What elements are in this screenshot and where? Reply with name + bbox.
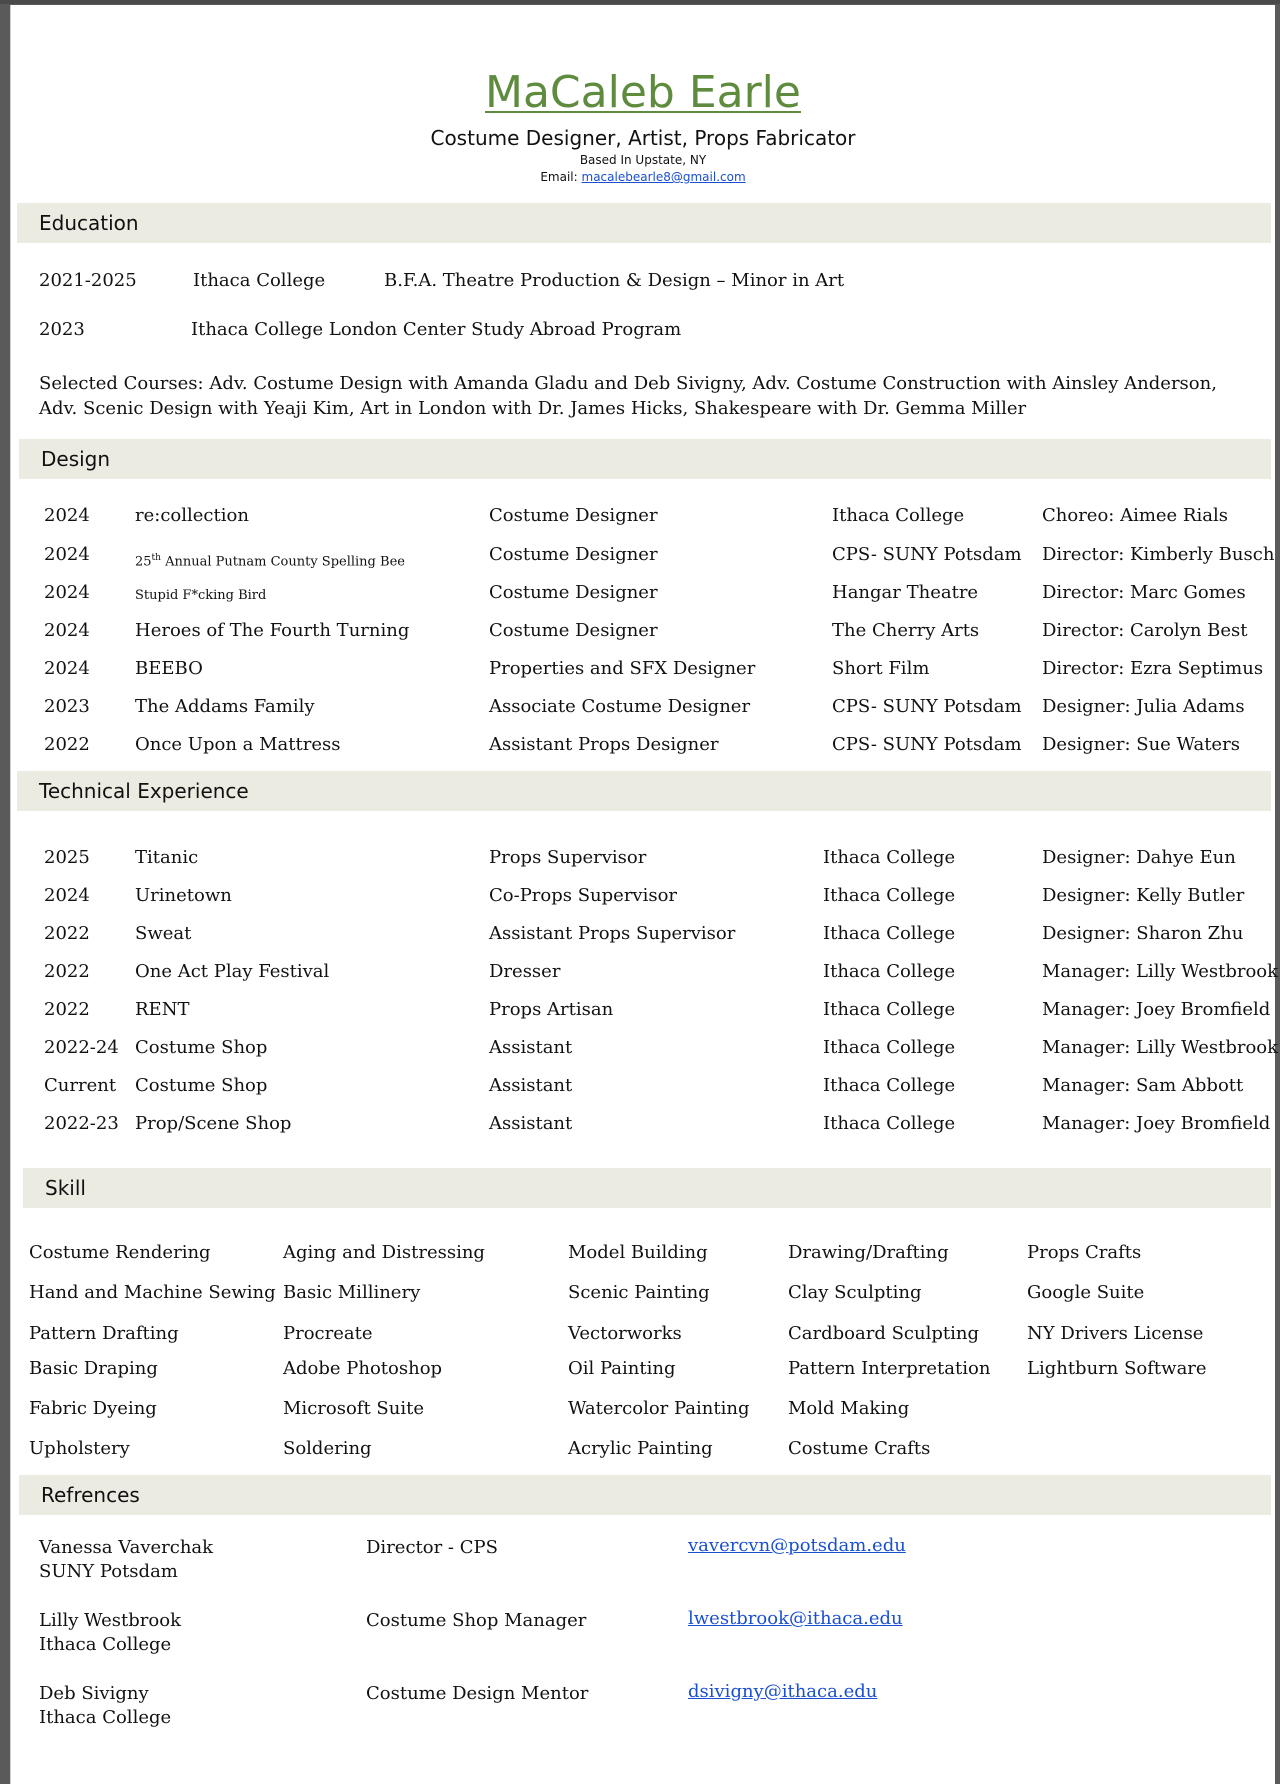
- design-contact: Designer: Sue Waters: [1042, 734, 1240, 755]
- design-venue: CPS- SUNY Potsdam: [832, 696, 1022, 717]
- tech-contact: Designer: Kelly Butler: [1042, 885, 1245, 906]
- skill-item: Oil Painting: [568, 1358, 676, 1379]
- viewer-top-border: [0, 0, 1280, 4]
- design-role: Assistant Props Designer: [489, 734, 719, 755]
- design-title: Stupid F*cking Bird: [135, 588, 267, 603]
- tech-venue: Ithaca College: [823, 1075, 956, 1096]
- design-role: Costume Designer: [489, 505, 658, 526]
- tech-venue: Ithaca College: [823, 999, 956, 1020]
- tech-venue: Ithaca College: [823, 961, 956, 982]
- design-contact: Director: Marc Gomes: [1042, 582, 1246, 603]
- location-text: Based In Upstate, NY: [579, 153, 707, 167]
- skill-item: Acrylic Painting: [568, 1438, 713, 1459]
- selected-courses: Selected Courses: Adv. Costume Design with Amanda Gladu and Deb Sivigny, Adv. Costume Construction with Ainsley Anderson, Adv. Scenic Design with Yeaji Kim, Art in London with Dr. James Hicks, Shakespeare with Dr. Gemma Miller: [39, 373, 1217, 419]
- design-year: 2022: [44, 734, 90, 755]
- design-role: Costume Designer: [489, 620, 658, 641]
- design-year: 2024: [44, 505, 90, 526]
- tech-role: Co-Props Supervisor: [489, 885, 678, 906]
- edu-degree: B.F.A. Theatre Production & Design – Minor in Art: [384, 270, 845, 291]
- design-contact: Choreo: Aimee Rials: [1042, 505, 1228, 526]
- tech-title: RENT: [135, 999, 190, 1020]
- tech-contact: Manager: Lilly Westbrook: [1042, 961, 1279, 982]
- reference-org: Ithaca College: [39, 1634, 172, 1655]
- tech-venue: Ithaca College: [823, 923, 956, 944]
- skill-item: Cardboard Sculpting: [788, 1323, 979, 1344]
- skill-item: Basic Draping: [29, 1358, 158, 1379]
- tech-title: Costume Shop: [135, 1037, 268, 1058]
- skill-item: NY Drivers License: [1027, 1323, 1204, 1344]
- tech-venue: Ithaca College: [823, 885, 956, 906]
- design-year: 2024: [44, 582, 90, 603]
- references-heading: Refrences: [19, 1475, 1271, 1515]
- design-year: 2024: [44, 620, 90, 641]
- design-venue: Ithaca College: [832, 505, 965, 526]
- technical-heading: Technical Experience: [17, 771, 1271, 811]
- reference-role: Costume Design Mentor: [366, 1683, 589, 1704]
- design-role: Costume Designer: [489, 582, 658, 603]
- tech-venue: Ithaca College: [823, 1113, 956, 1134]
- edu-school: Ithaca College: [193, 270, 326, 291]
- tech-role: Dresser: [489, 961, 561, 982]
- skill-item: Fabric Dyeing: [29, 1398, 157, 1419]
- skill-item: Costume Crafts: [788, 1438, 931, 1459]
- skill-item: Adobe Photoshop: [283, 1358, 443, 1379]
- tech-role: Assistant: [489, 1037, 573, 1058]
- design-title: BEEBO: [135, 658, 203, 679]
- skills-heading: Skill: [23, 1168, 1271, 1208]
- tech-title: Titanic: [135, 847, 199, 868]
- reference-role: Costume Shop Manager: [366, 1610, 587, 1631]
- resume-subtitle: Costume Designer, Artist, Props Fabricator: [430, 126, 856, 150]
- skill-item: Watercolor Painting: [568, 1398, 750, 1419]
- design-year: 2024: [44, 544, 90, 565]
- reference-org: Ithaca College: [39, 1707, 172, 1728]
- tech-role: Props Artisan: [489, 999, 614, 1020]
- skill-item: Google Suite: [1027, 1282, 1145, 1303]
- skill-item: Scenic Painting: [568, 1282, 710, 1303]
- tech-title: Costume Shop: [135, 1075, 268, 1096]
- reference-org: SUNY Potsdam: [39, 1561, 178, 1582]
- tech-venue: Ithaca College: [823, 1037, 956, 1058]
- skill-item: Upholstery: [29, 1438, 130, 1459]
- tech-title: Prop/Scene Shop: [135, 1113, 292, 1134]
- email-line: [11, 170, 1275, 185]
- tech-contact: Manager: Joey Bromfield: [1042, 1113, 1271, 1134]
- tech-role: Assistant: [489, 1113, 573, 1134]
- tech-year: Current: [44, 1075, 117, 1096]
- tech-role: Assistant Props Supervisor: [489, 923, 736, 944]
- skill-item: Mold Making: [788, 1398, 910, 1419]
- resume-page: [10, 5, 1279, 1784]
- design-role: Properties and SFX Designer: [489, 658, 756, 679]
- design-role: Associate Costume Designer: [489, 696, 751, 717]
- reference-name: Deb Sivigny: [39, 1683, 149, 1704]
- design-contact: Director: Carolyn Best: [1042, 620, 1248, 641]
- reference-role: Director - CPS: [366, 1537, 498, 1558]
- design-venue: CPS- SUNY Potsdam: [832, 734, 1022, 755]
- skill-item: Drawing/Drafting: [788, 1242, 949, 1263]
- skill-item: Costume Rendering: [29, 1242, 211, 1263]
- design-contact: Director: Kimberly Busch: [1042, 544, 1275, 565]
- design-venue: CPS- SUNY Potsdam: [832, 544, 1022, 565]
- skill-item: Pattern Drafting: [29, 1323, 179, 1344]
- design-title: 25th Annual Putnam County Spelling Bee: [135, 553, 405, 570]
- design-contact: Director: Ezra Septimus: [1042, 658, 1264, 679]
- design-title: Once Upon a Mattress: [135, 734, 341, 755]
- tech-contact: Manager: Sam Abbott: [1042, 1075, 1244, 1096]
- design-contact: Designer: Julia Adams: [1042, 696, 1245, 717]
- design-venue: Short Film: [832, 658, 930, 679]
- tech-contact: Designer: Sharon Zhu: [1042, 923, 1244, 944]
- tech-contact: Manager: Lilly Westbrook: [1042, 1037, 1279, 1058]
- edu-years: 2023: [39, 319, 85, 340]
- design-role: Costume Designer: [489, 544, 658, 565]
- design-year: 2024: [44, 658, 90, 679]
- design-title: re:collection: [135, 505, 249, 526]
- design-title: The Addams Family: [135, 696, 315, 717]
- skill-item: Microsoft Suite: [283, 1398, 424, 1419]
- tech-year: 2022-24: [44, 1037, 119, 1058]
- tech-title: Sweat: [135, 923, 192, 944]
- education-heading: Education: [17, 203, 1271, 243]
- reference-name: Vanessa Vaverchak: [39, 1537, 214, 1558]
- resume-name: MaCaleb Earle: [485, 67, 801, 118]
- email-link[interactable]: macalebearle8@gmail.com: [581, 170, 746, 184]
- tech-year: 2022: [44, 923, 90, 944]
- tech-year: 2022: [44, 961, 90, 982]
- skill-item: Model Building: [568, 1242, 708, 1263]
- tech-role: Props Supervisor: [489, 847, 647, 868]
- tech-year: 2022: [44, 999, 90, 1020]
- email-label: Email:: [540, 170, 578, 184]
- skill-item: Procreate: [283, 1323, 373, 1344]
- design-year: 2023: [44, 696, 90, 717]
- tech-contact: Manager: Joey Bromfield: [1042, 999, 1271, 1020]
- design-title: Heroes of The Fourth Turning: [135, 620, 410, 641]
- skill-item: Soldering: [283, 1438, 372, 1459]
- skill-item: Props Crafts: [1027, 1242, 1142, 1263]
- design-venue: The Cherry Arts: [832, 620, 980, 641]
- reference-email-link[interactable]: dsivigny@ithaca.edu: [688, 1681, 878, 1702]
- tech-contact: Designer: Dahye Eun: [1042, 847, 1236, 868]
- tech-title: One Act Play Festival: [135, 961, 330, 982]
- edu-years: 2021-2025: [39, 270, 137, 291]
- design-heading: Design: [19, 439, 1271, 479]
- skill-item: Lightburn Software: [1027, 1358, 1207, 1379]
- tech-year: 2022-23: [44, 1113, 119, 1134]
- reference-email-link[interactable]: vavercvn@potsdam.edu: [688, 1535, 906, 1556]
- tech-year: 2024: [44, 885, 90, 906]
- skill-item: Clay Sculpting: [788, 1282, 922, 1303]
- tech-year: 2025: [44, 847, 90, 868]
- tech-venue: Ithaca College: [823, 847, 956, 868]
- skill-item: Basic Millinery: [283, 1282, 421, 1303]
- tech-role: Assistant: [489, 1075, 573, 1096]
- skill-item: Hand and Machine Sewing: [29, 1282, 276, 1303]
- design-venue: Hangar Theatre: [832, 582, 979, 603]
- edu-program: Ithaca College London Center Study Abroad Program: [191, 319, 682, 340]
- skill-item: Pattern Interpretation: [788, 1358, 991, 1379]
- skill-item: Aging and Distressing: [283, 1242, 485, 1263]
- skill-item: Vectorworks: [568, 1323, 682, 1344]
- tech-title: Urinetown: [135, 885, 232, 906]
- reference-name: Lilly Westbrook: [39, 1610, 181, 1631]
- reference-email-link[interactable]: lwestbrook@ithaca.edu: [688, 1608, 903, 1629]
